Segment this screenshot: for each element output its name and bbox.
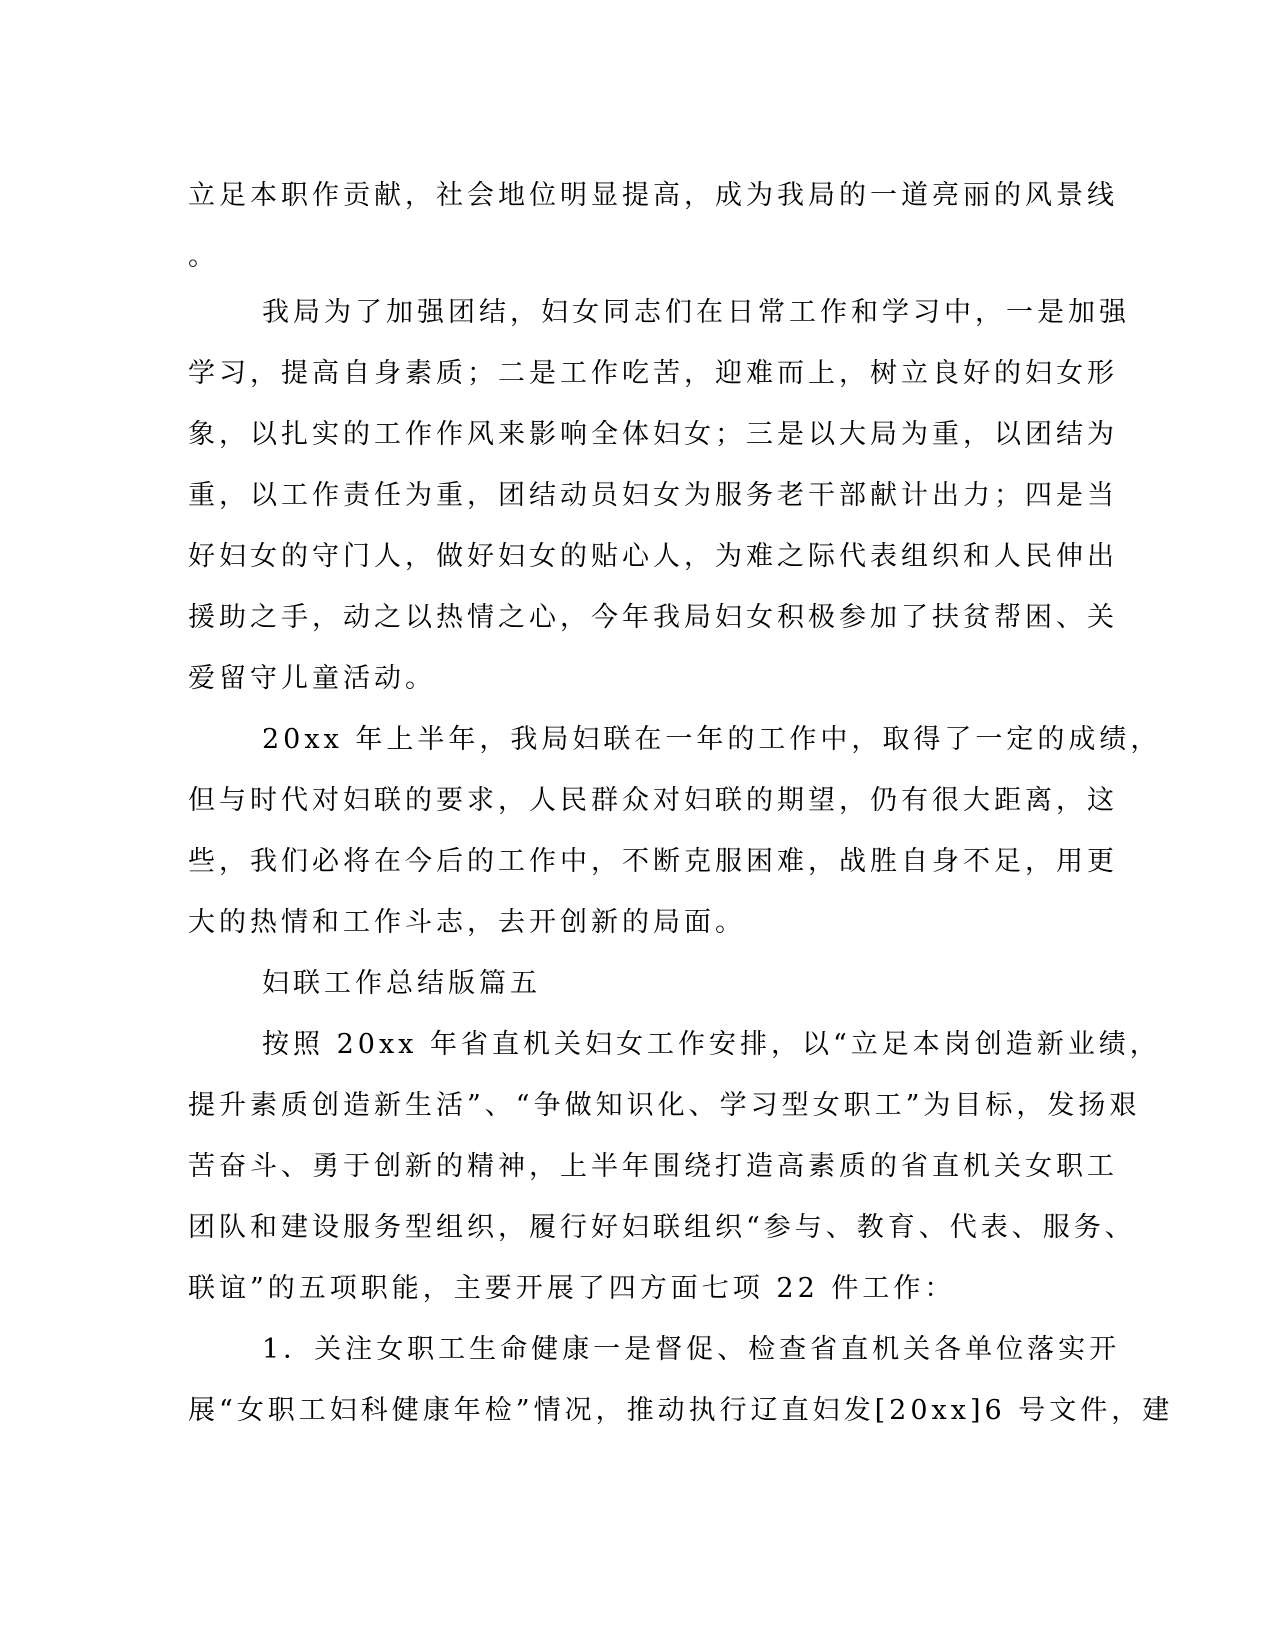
paragraph-line-15: 按照 20xx 年省直机关妇女工作安排，以“立足本岗创造新业绩，	[262, 1029, 1161, 1060]
paragraph-line-11: 但与时代对妇联的要求，人民群众对妇联的期望，仍有很大距离，这	[188, 785, 1118, 816]
document-body	[188, 165, 1174, 1441]
paragraph-line-12: 些，我们必将在今后的工作中，不断克服困难，战胜自身不足，用更	[188, 846, 1118, 877]
paragraph-line-10: 20xx 年上半年，我局妇联在一年的工作中，取得了一定的成绩，	[262, 724, 1162, 755]
paragraph-line-4: 学习，提高自身素质；二是工作吃苦，迎难而上，树立良好的妇女形	[188, 358, 1118, 389]
paragraph-line-3: 我局为了加强团结，妇女同志们在日常工作和学习中，一是加强	[262, 297, 1130, 328]
paragraph-line-17: 苦奋斗、勇于创新的精神，上半年围绕打造高素质的省直机关女职工	[188, 1151, 1118, 1182]
paragraph-line-5: 象，以扎实的工作作风来影响全体妇女；三是以大局为重，以团结为	[188, 419, 1118, 450]
paragraph-line-13: 大的热情和工作斗志，去开创新的局面。	[188, 907, 746, 938]
text-line-2: 。	[188, 241, 219, 272]
text-line-1: 立足本职作贡献，社会地位明显提高，成为我局的一道亮丽的风景线	[188, 180, 1118, 211]
paragraph-line-19: 联谊”的五项职能，主要开展了四方面七项 22 件工作：	[188, 1273, 956, 1304]
list-item-line-21: 展“女职工妇科健康年检”情况，推动执行辽直妇发[20xx]6 号文件，建	[188, 1395, 1174, 1426]
paragraph-line-6: 重，以工作责任为重，团结动员妇女为服务老干部献计出力；四是当	[188, 480, 1118, 511]
list-item-line-20: 1．关注女职工生命健康一是督促、检查省直机关各单位落实开	[262, 1334, 1121, 1365]
paragraph-line-9: 爱留守儿童活动。	[188, 663, 436, 694]
paragraph-line-18: 团队和建设服务型组织，履行好妇联组织“参与、教育、代表、服务、	[188, 1212, 1136, 1243]
section-heading: 妇联工作总结版篇五	[262, 968, 541, 999]
paragraph-line-8: 援助之手，动之以热情之心，今年我局妇女积极参加了扶贫帮困、关	[188, 602, 1118, 633]
paragraph-line-7: 好妇女的守门人，做好妇女的贴心人，为难之际代表组织和人民伸出	[188, 541, 1118, 572]
paragraph-line-16: 提升素质创造新生活”、“争做知识化、学习型女职工”为目标，发扬艰	[188, 1090, 1141, 1121]
